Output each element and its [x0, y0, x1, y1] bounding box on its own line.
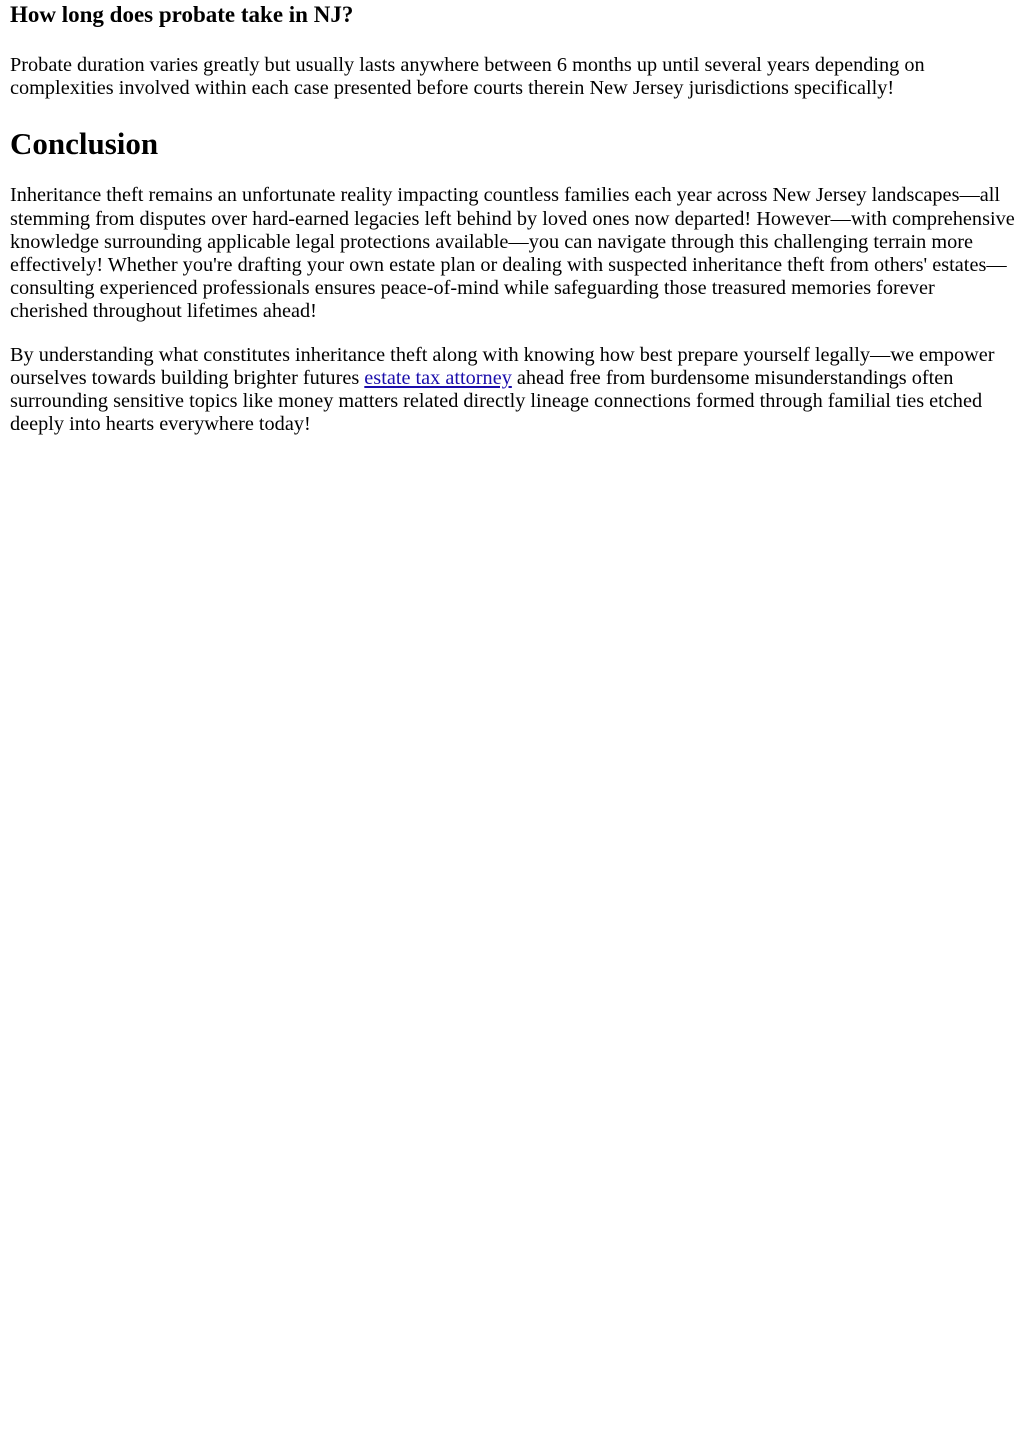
faq-answer-paragraph: Probate duration varies greatly but usually lasts anywhere between 6 months up until several years depending on complexities involved within each case presented before courts therein New Jersey jurisdictions specifically!: [10, 54, 925, 100]
faq-question-heading: How long does probate take in NJ?: [10, 2, 354, 27]
conclusion-paragraph-2: [10, 344, 1016, 437]
estate-tax-attorney-link[interactable]: estate tax attorney: [364, 366, 512, 389]
paragraph-text-after-link: ahead free from burdensome misunderstandings often surrounding sensitive topics like money matters related directly lineage connections formed through familial ties etched deeply into hearts everywhere today!: [10, 366, 983, 436]
conclusion-paragraph-1: Inheritance theft remains an unfortunate reality impacting countless families each year across New Jersey landscapes—all stemming from disputes over hard-earned legacies left behind by loved ones now departed! However—with comprehensive knowledge surrounding applicable legal protections available—you can navigate through this challenging terrain more effectively! Whether you're drafting your own estate plan or dealing with suspected inheritance theft from others' estates—consulting experienced professionals ensures peace-of-mind while safeguarding those treasured memories forever cherished throughout lifetimes ahead!: [10, 184, 1015, 323]
conclusion-heading: Conclusion: [10, 126, 159, 162]
article-content: [0, 0, 1024, 436]
paragraph-text-before-link: By understanding what constitutes inheritance theft along with knowing how best prepare yourself legally—we empower ourselves towards building brighter futures: [10, 343, 995, 389]
